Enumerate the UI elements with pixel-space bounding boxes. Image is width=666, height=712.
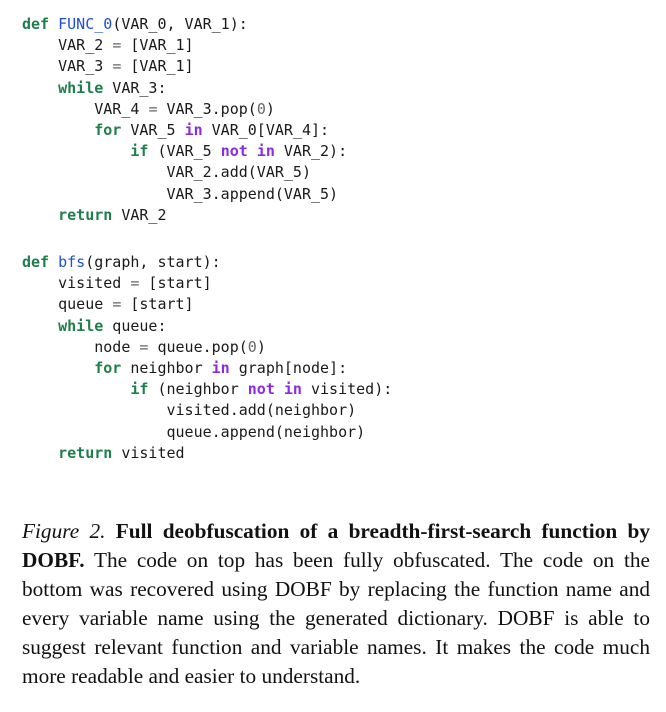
code-line (22, 422, 392, 443)
code-token: (VAR_0, VAR_1): (112, 15, 248, 33)
code-token-kw: for (94, 120, 122, 139)
code-token: [VAR_1] (121, 36, 194, 55)
code-line (22, 252, 392, 273)
code-token-kw: def (22, 253, 50, 271)
figure-title: Full deobfuscation of a breadth-first-search function by DOBF. (22, 519, 650, 572)
code-token: queue.append(neighbor) (22, 422, 366, 441)
code-token: VAR_3.append(VAR_5) (22, 184, 339, 203)
code-token (49, 253, 58, 271)
code-token: visited (22, 274, 131, 293)
code-line (22, 56, 347, 77)
code-token: VAR_3.pop( (157, 99, 257, 118)
deobfuscated-code-block (22, 252, 392, 464)
code-token: graph[node]: (229, 358, 348, 377)
code-line (22, 35, 347, 56)
code-token-kw: while (58, 78, 104, 97)
code-line (22, 141, 347, 162)
code-line (22, 379, 392, 400)
code-token (275, 380, 284, 398)
code-token-kw2: in (184, 120, 203, 139)
code-line (22, 294, 392, 315)
figure-label: Figure 2. (22, 519, 106, 543)
figure-caption (22, 517, 650, 691)
code-token: VAR_2): (274, 142, 348, 161)
code-token-kw: def (22, 15, 50, 33)
code-token-fn: FUNC_0 (58, 15, 113, 33)
code-token-kw: if (130, 380, 149, 399)
code-token (22, 206, 58, 224)
code-line (22, 184, 347, 205)
code-token-kw2: in (211, 358, 230, 377)
code-token-kw: while (58, 316, 104, 335)
code-token-kw: for (94, 358, 122, 377)
code-line (22, 14, 347, 35)
code-line (22, 78, 347, 99)
code-token (22, 359, 94, 377)
code-line (22, 337, 392, 358)
code-line (22, 162, 347, 183)
code-token: VAR_2.add(VAR_5) (22, 163, 311, 182)
code-token-op: = (139, 337, 149, 356)
code-line (22, 358, 392, 379)
code-token: visited.add(neighbor) (22, 401, 357, 420)
code-token-kw2: not (247, 380, 275, 399)
code-line (22, 400, 392, 421)
code-token: neighbor (121, 358, 212, 377)
code-token (248, 142, 257, 160)
code-token: (neighbor (148, 380, 248, 399)
code-token-kw2: in (283, 380, 302, 399)
code-token: node (22, 337, 140, 356)
code-token (22, 380, 130, 398)
code-line (22, 316, 392, 337)
code-line (22, 120, 347, 141)
code-token: [VAR_1] (121, 57, 194, 76)
code-token-num: 0 (256, 99, 266, 118)
code-token (22, 121, 94, 139)
code-token-kw2: not (220, 142, 248, 161)
code-token: visited (112, 443, 185, 462)
code-token-op: = (112, 36, 122, 55)
code-token-op: = (130, 274, 140, 293)
code-token (22, 142, 130, 160)
code-line (22, 273, 392, 294)
code-line (22, 443, 392, 464)
code-token: VAR_3 (22, 57, 113, 76)
code-token-kw: if (130, 142, 149, 161)
code-token: (graph, start): (85, 253, 221, 271)
code-token: VAR_4 (22, 99, 149, 118)
code-token (49, 15, 58, 33)
code-token (22, 79, 58, 97)
code-line (22, 205, 347, 226)
code-token-fn: bfs (58, 253, 86, 271)
code-token: VAR_2 (112, 205, 167, 224)
code-token (22, 317, 58, 335)
code-token-op: = (148, 99, 158, 118)
code-token: VAR_3: (103, 78, 167, 97)
code-token-kw: return (58, 205, 113, 224)
code-token-num: 0 (247, 337, 257, 356)
code-token: [start] (121, 295, 194, 314)
code-token-kw: return (58, 443, 113, 462)
code-token (22, 444, 58, 462)
code-token: visited): (301, 380, 393, 399)
code-token: (VAR_5 (148, 142, 221, 161)
code-token: [start] (139, 274, 212, 293)
code-token: VAR_0[VAR_4]: (202, 120, 330, 139)
code-token-op: = (112, 295, 122, 314)
code-token: ) (256, 337, 266, 356)
code-line (22, 99, 347, 120)
code-token-op: = (112, 57, 122, 76)
code-token: VAR_2 (22, 36, 113, 55)
figure-caption-body: The code on top has been fully obfuscated. The code on the bottom was recovered using DOBF by replacing the function name and every variable name using the generated dictionary. DOBF is able to suggest relevant function and variable names. It makes the code much more readable and easier to understand. (22, 548, 650, 688)
code-token: queue.pop( (148, 337, 248, 356)
code-token: queue: (103, 316, 167, 335)
obfuscated-code-block (22, 14, 347, 226)
code-token: queue (22, 295, 113, 314)
code-token-kw2: in (256, 142, 275, 161)
code-token: ) (265, 99, 275, 118)
code-token: VAR_5 (121, 120, 185, 139)
